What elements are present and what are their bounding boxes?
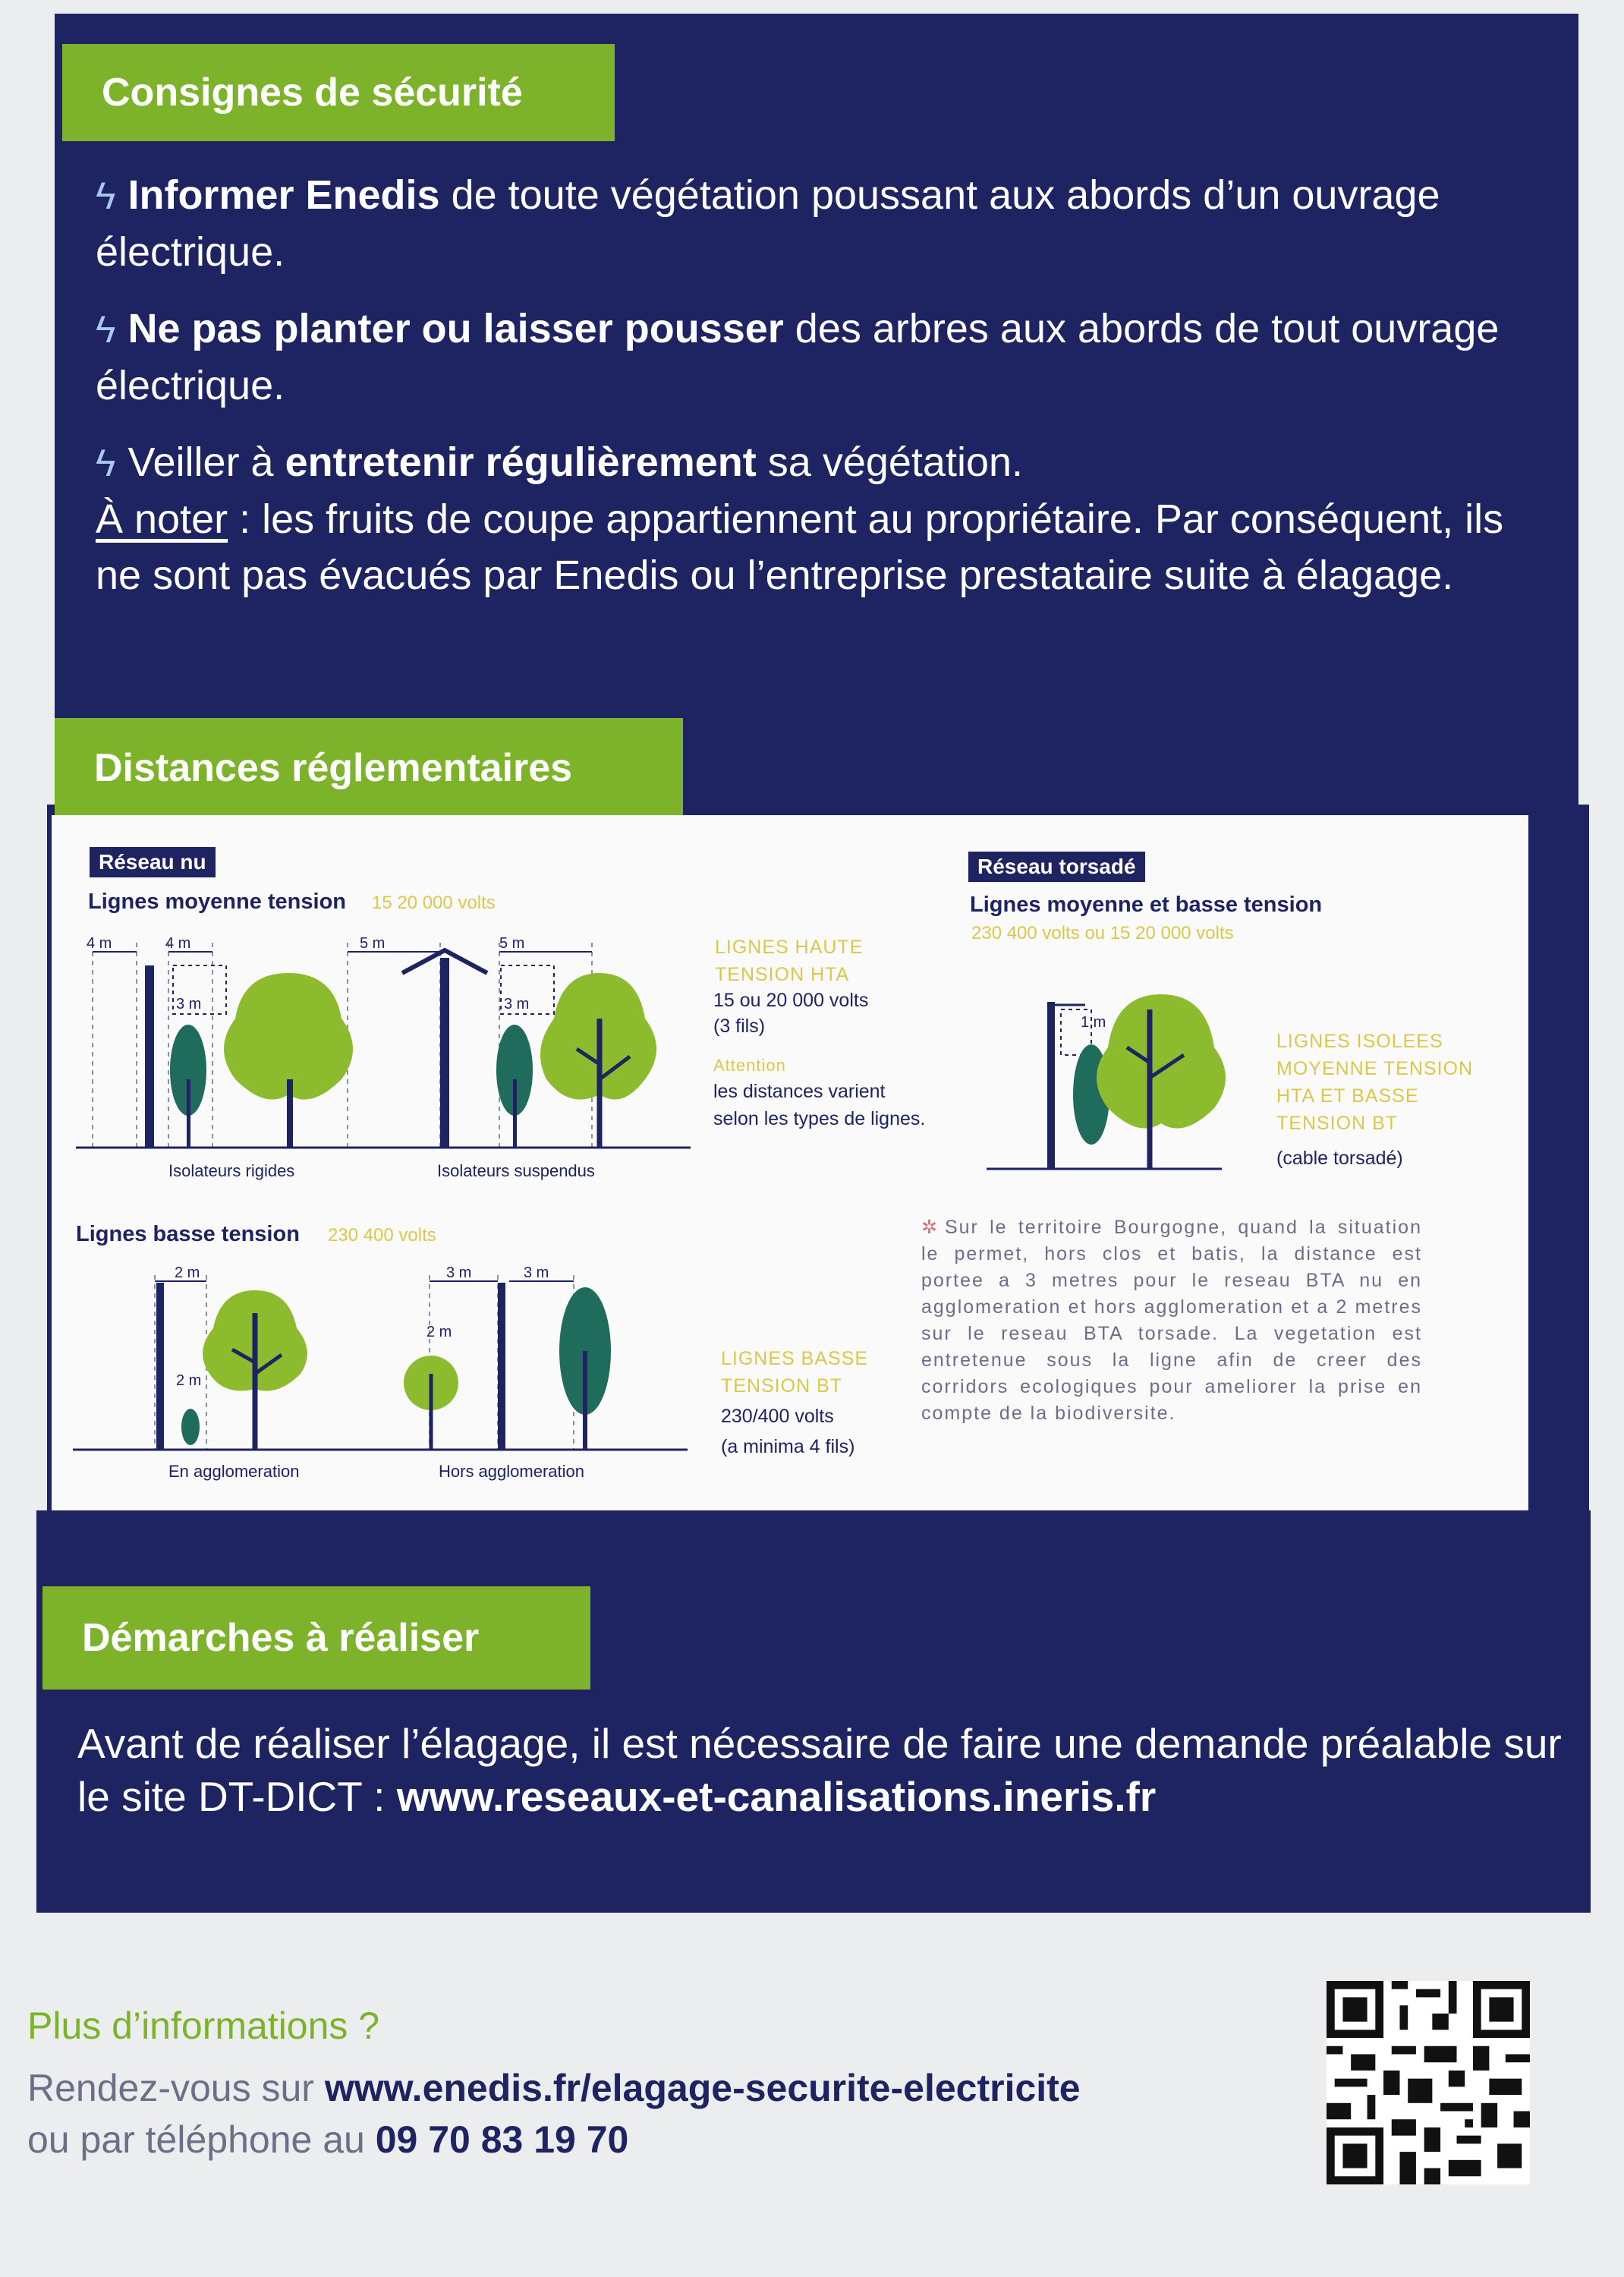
cable-torsade: (cable torsadé) <box>1276 1148 1403 1169</box>
tag-reseau-nu: Réseau nu <box>90 847 216 877</box>
footer-website-pre: Rendez-vous sur <box>27 2067 325 2109</box>
note-text: : les fruits de coupe appartiennent au propriétaire. Par conséquent, ils ne sont pas évacués par Enedis ou l’entreprise prestataire suite à élagage. <box>96 496 1504 598</box>
mt-dim-1: 4 m <box>87 935 112 952</box>
footer-phone-pre: ou par téléphone au <box>27 2118 376 2161</box>
consigne-item-3 <box>96 434 1530 603</box>
consigne-3-pre: Veiller à <box>127 439 285 485</box>
mt-dim-6: 3 m <box>504 996 530 1013</box>
caption-isolateurs-suspendus: Isolateurs suspendus <box>437 1161 595 1180</box>
demarches-sentence: Avant de réaliser l’élagage, il est nécessaire de faire une demande préalable sur le site DT-DICT : <box>77 1720 1562 1820</box>
tag-reseau-torsade: Réseau torsadé <box>968 852 1145 882</box>
demarches-text <box>77 1717 1565 1823</box>
torsade-volts: 230 400 volts ou 15 20 000 volts <box>971 923 1234 943</box>
asterisk-icon: ✲ <box>921 1217 939 1238</box>
mt-dim-2: 4 m <box>165 935 191 952</box>
footer-question: Plus d’informations ? <box>27 2005 380 2047</box>
torsade-illustration <box>979 964 1267 1176</box>
consigne-3-bold: entretenir régulièrement <box>285 439 757 485</box>
attention-label: Attention <box>713 1056 786 1075</box>
footer-line-phone <box>27 2118 628 2162</box>
bourgogne-note-text: Sur le territoire Bourgogne, quand la situation le permet, hors clos et batis, la distance est portee a 3 metres pour le reseau BTA nu en agglomeration et hors agglomeration et a 2 metres sur le reseau BTA torsade. La vegetation est entretenue sous la ligne afin de creer des corridors ecologiques pour ameliorer la prise en compte de la biodiversite. <box>921 1217 1422 1424</box>
qr-code-icon[interactable] <box>1327 1981 1530 2184</box>
caption-en-agglomeration: En agglomeration <box>168 1462 300 1481</box>
consigne-1-text: de toute végétation poussant aux abords d’un ouvrage électrique. <box>96 172 1440 275</box>
hta-fils: (3 fils) <box>713 1016 766 1037</box>
phone-number[interactable]: 09 70 83 19 70 <box>375 2118 629 2161</box>
consigne-3-text: sa végétation. <box>756 439 1024 485</box>
consigne-item-2 <box>96 301 1530 414</box>
bt-volts: 230 400 volts <box>328 1225 436 1246</box>
mt-dim-5: 5 m <box>499 935 525 952</box>
bt-illustration <box>73 1260 695 1465</box>
caption-hors-agglomeration: Hors agglomeration <box>439 1462 584 1481</box>
mt-volts: 15 20 000 volts <box>372 893 496 913</box>
torsade-title: Lignes moyenne et basse tension <box>970 893 1323 917</box>
bt-volts-text: 230/400 volts <box>721 1406 834 1427</box>
attention-text: les distances varient selon les types de lignes. <box>713 1081 926 1129</box>
bolt-icon: ϟ <box>96 442 116 484</box>
footer-line-website <box>27 2066 1081 2110</box>
bt-fils: (a minima 4 fils) <box>721 1436 855 1457</box>
bt-dim-5: 2 m <box>426 1324 452 1340</box>
isolees-label: LIGNES ISOLEES MOYENNE TENSION HTA ET BASSE TENSION BT <box>1276 1031 1474 1134</box>
bt-dim-2: 2 m <box>176 1372 202 1389</box>
mt-dim-4: 5 m <box>360 935 386 952</box>
note-label: À noter <box>96 496 228 542</box>
section-title-distances: Distances réglementaires <box>55 718 683 818</box>
bt-title: Lignes basse tension <box>76 1222 300 1246</box>
procedure-panel <box>36 1510 1591 1913</box>
torsade-dim: 1 m <box>1081 1014 1106 1031</box>
consigne-1-bold: Informer Enedis <box>127 172 440 218</box>
bt-label: LIGNES BASSE TENSION BT <box>721 1348 869 1397</box>
mt-title: Lignes moyenne tension <box>88 890 346 914</box>
bourgogne-note <box>921 1214 1422 1427</box>
bolt-icon: ϟ <box>96 308 116 351</box>
bolt-icon: ϟ <box>96 175 116 217</box>
consigne-2-bold: Ne pas planter ou laisser pousser <box>127 306 784 351</box>
consigne-2-text: des arbres aux abords de tout ouvrage électrique. <box>96 306 1500 408</box>
bt-dim-4: 3 m <box>524 1264 549 1281</box>
mt-illustration <box>76 927 698 1178</box>
section-title-consignes: Consignes de sécurité <box>62 44 615 141</box>
bt-dim-1: 2 m <box>175 1264 200 1281</box>
enedis-link[interactable]: www.enedis.fr/elagage-securite-electricite <box>324 2067 1081 2109</box>
hta-volts: 15 ou 20 000 volts <box>713 990 869 1011</box>
mt-dim-3: 3 m <box>176 996 202 1013</box>
hta-label: LIGNES HAUTE TENSION HTA <box>715 937 864 985</box>
section-title-demarches: Démarches à réaliser <box>42 1586 590 1690</box>
bt-dim-3: 3 m <box>446 1264 472 1281</box>
consigne-item-1 <box>96 167 1530 280</box>
caption-isolateurs-rigides: Isolateurs rigides <box>168 1161 295 1180</box>
dt-dict-link[interactable]: www.reseaux-et-canalisations.ineris.fr <box>396 1773 1157 1820</box>
